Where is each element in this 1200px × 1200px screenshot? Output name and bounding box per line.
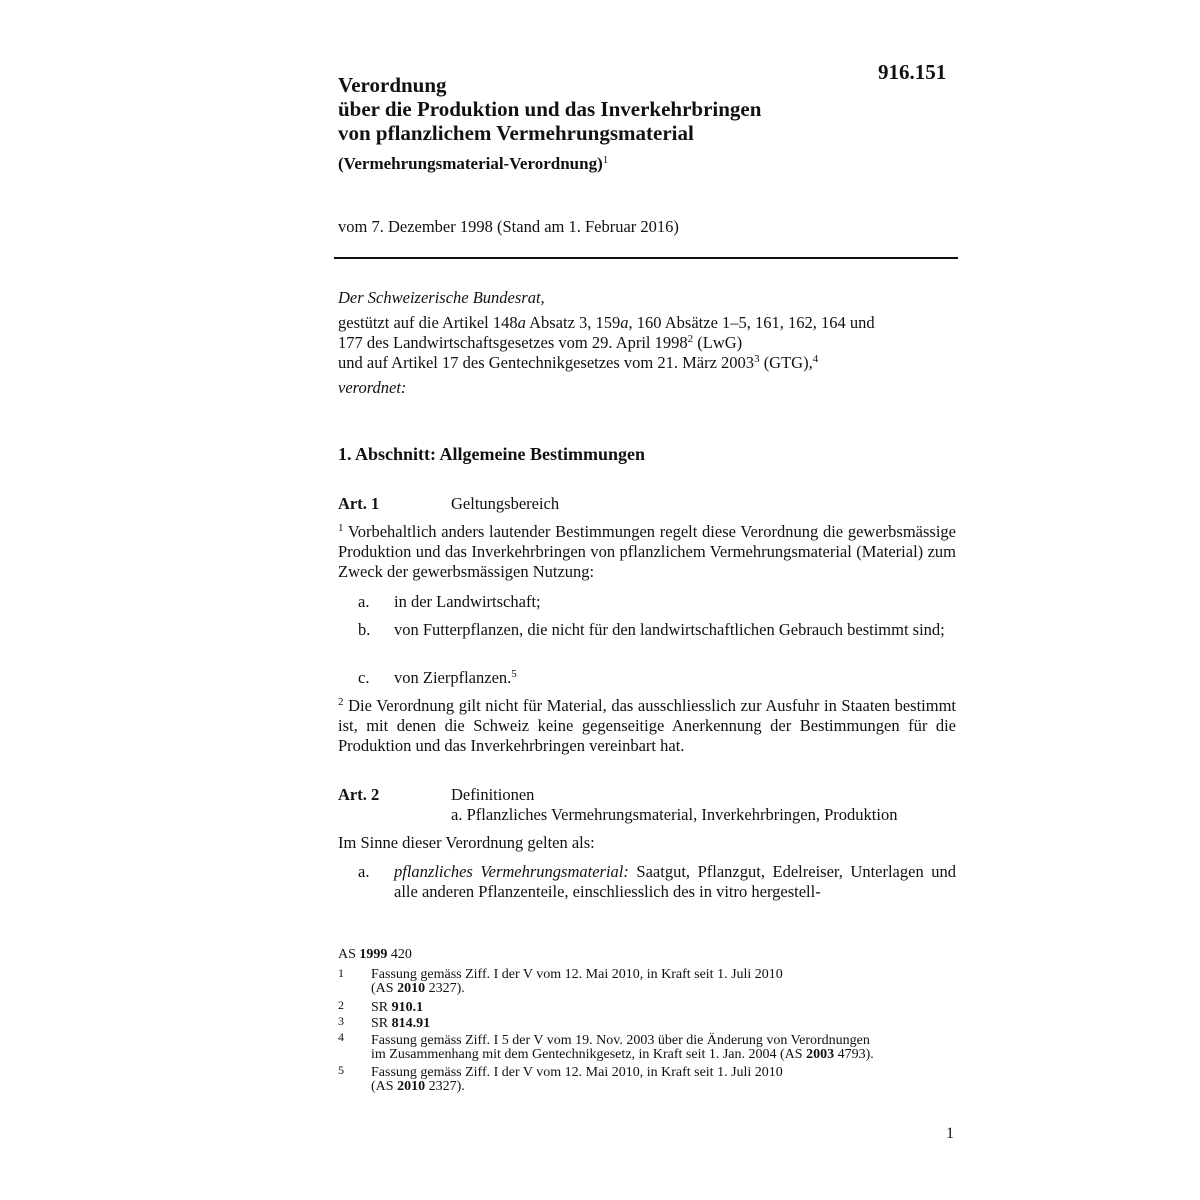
list-text-with-footnote — [394, 668, 956, 688]
footnote-line — [371, 1080, 961, 1094]
defined-term: pflanzliches Vermehrungsmaterial: — [394, 862, 629, 881]
preamble-decrees: verordnet: — [338, 378, 407, 397]
article-2-intro: Im Sinne dieser Verordnung gelten als: — [338, 833, 595, 852]
preamble-text: (GTG), — [759, 353, 813, 372]
footnote-text: 2003 — [806, 1047, 835, 1062]
paragraph-text: Die Verordnung gilt nicht für Material, das ausschliesslich zur Ausfuhr in Staaten bestimmt ist, mit denen die Schweiz keine gegenseitige Anerkennung der Bestimmungen für die Produktion und das Inverkehrbringen vereinbart hat. — [338, 696, 956, 755]
title-line-1: Verordnung — [338, 73, 447, 97]
footnote-2 — [371, 1001, 961, 1015]
document-date: vom 7. Dezember 1998 (Stand am 1. Februar 2016) — [338, 217, 679, 236]
footnote-5 — [371, 1066, 961, 1094]
footnote-text: 2327). — [425, 981, 465, 996]
footnote-text: 1999 — [359, 947, 388, 962]
title-line-3: von pflanzlichem Vermehrungsmaterial — [338, 121, 694, 145]
definition-text: Saatgut, Pflanzgut, Edelreiser, Unterlagen und alle anderen Pflanzenteile, einschliesslich des in vitro hergestell- — [394, 862, 957, 901]
footnote-number: 5 — [338, 1063, 344, 1077]
footnote-number: 3 — [338, 1014, 344, 1028]
paragraph-text: Vorbehaltlich anders lautender Bestimmungen regelt diese Verordnung die gewerbsmässige Produktion und das Inverkehrbringen von pflanzlichem Vermehrungsmaterial (Material) zum Zweck der gewerbsmässigen Nutzung: — [338, 522, 956, 581]
footnote-text: 814.91 — [391, 1016, 431, 1031]
title-line-2: über die Produktion und das Inverkehrbringen — [338, 97, 762, 121]
footnote-text: 4793). — [834, 1047, 874, 1062]
article-2-title: Definitionen — [451, 785, 535, 804]
preamble-text: und auf Artikel 17 des Gentechnikgesetzes vom 21. März 2003 — [338, 353, 755, 372]
article-1-label: Art. 1 — [338, 494, 380, 513]
preamble-text: Absatz 3, 159 — [525, 313, 621, 332]
preamble-text: a — [517, 313, 526, 332]
footnote-text: 2010 — [397, 981, 426, 996]
footnote-text: Fassung gemäss Ziff. I der V vom 12. Mai 2010, in Kraft seit 1. Juli 2010 — [371, 1065, 783, 1080]
article-2-label: Art. 2 — [338, 785, 380, 804]
footnote-text: Fassung gemäss Ziff. I der V vom 12. Mai 2010, in Kraft seit 1. Juli 2010 — [371, 967, 783, 982]
footnote-text: 910.1 — [391, 1000, 424, 1015]
list-text: in der Landwirtschaft; — [394, 592, 541, 611]
preamble-text: a — [620, 313, 629, 332]
footnote-number: 2 — [338, 998, 344, 1012]
footnote-ref-3[interactable]: 3 — [754, 353, 760, 365]
section-heading: 1. Abschnitt: Allgemeine Bestimmungen — [338, 444, 646, 464]
preamble-line-3 — [338, 353, 958, 373]
footnote-text: im Zusammenhang mit dem Gentechnikgesetz, in Kraft seit 1. Jan. 2004 (AS — [371, 1047, 807, 1062]
preamble-text: (LwG) — [693, 333, 743, 352]
footnote-text: 420 — [387, 947, 412, 962]
footnote-text: AS — [338, 947, 360, 962]
page-number: 1 — [946, 1125, 954, 1142]
title-divider — [334, 257, 958, 259]
footnote-line — [371, 1048, 961, 1062]
footnote-text: (AS — [371, 1079, 398, 1094]
footnote-ref-4[interactable]: 4 — [812, 353, 819, 365]
footnote-4 — [371, 1034, 961, 1062]
list-letter: a. — [358, 592, 370, 611]
article-1-paragraph-1 — [338, 522, 956, 582]
footnote-3 — [371, 1017, 961, 1031]
list-text: von Futterpflanzen, die nicht für den landwirtschaftlichen Gebrauch bestimmt sind; — [394, 620, 945, 639]
preamble-line-2 — [338, 333, 958, 353]
list-letter: b. — [358, 620, 371, 639]
footnote-text: 2010 — [397, 1079, 426, 1094]
preamble-text: , 160 Absätze 1–5, 161, 162, 164 und — [628, 313, 875, 332]
official-compilation-ref — [338, 948, 412, 962]
list-text — [394, 862, 956, 902]
footnote-line — [371, 982, 961, 996]
preamble-authority: Der Schweizerische Bundesrat, — [338, 288, 545, 307]
list-text: von Zierpflanzen. — [394, 668, 512, 687]
footnote-text: Fassung gemäss Ziff. I 5 der V vom 19. Nov. 2003 über die Änderung von Verordnungen — [371, 1033, 870, 1048]
preamble — [338, 288, 958, 398]
paragraph-number: 1 — [338, 522, 344, 534]
list-letter: a. — [358, 862, 370, 881]
sr-number: 916.151 — [878, 60, 947, 84]
footnote-number: 1 — [338, 966, 344, 980]
footnote-number: 4 — [338, 1030, 344, 1044]
article-1-paragraph-2 — [338, 696, 956, 756]
short-title — [338, 154, 608, 174]
footnote-text: SR — [371, 1016, 392, 1031]
article-2-subtitle: a. Pflanzliches Vermehrungsmaterial, Inverkehrbringen, Produktion — [451, 805, 898, 824]
preamble-line-1 — [338, 313, 958, 333]
document-title — [338, 73, 898, 145]
list-letter: c. — [358, 668, 370, 687]
footnote-text: (AS — [371, 981, 398, 996]
preamble-text: gestützt auf die Artikel 148 — [338, 313, 518, 332]
footnote-ref-2[interactable]: 2 — [687, 333, 694, 345]
short-title-text: (Vermehrungsmaterial-Verordnung) — [338, 154, 603, 173]
footnote-ref-5[interactable]: 5 — [511, 668, 517, 680]
article-1-title: Geltungsbereich — [451, 494, 560, 513]
preamble-text: 177 des Landwirtschaftsgesetzes vom 29. April 1998 — [338, 333, 688, 352]
footnote-text: SR — [371, 1000, 392, 1015]
footnote-ref-1[interactable]: 1 — [602, 154, 609, 166]
footnote-1 — [371, 968, 961, 996]
footnote-text: 2327). — [425, 1079, 465, 1094]
paragraph-number: 2 — [338, 696, 344, 708]
